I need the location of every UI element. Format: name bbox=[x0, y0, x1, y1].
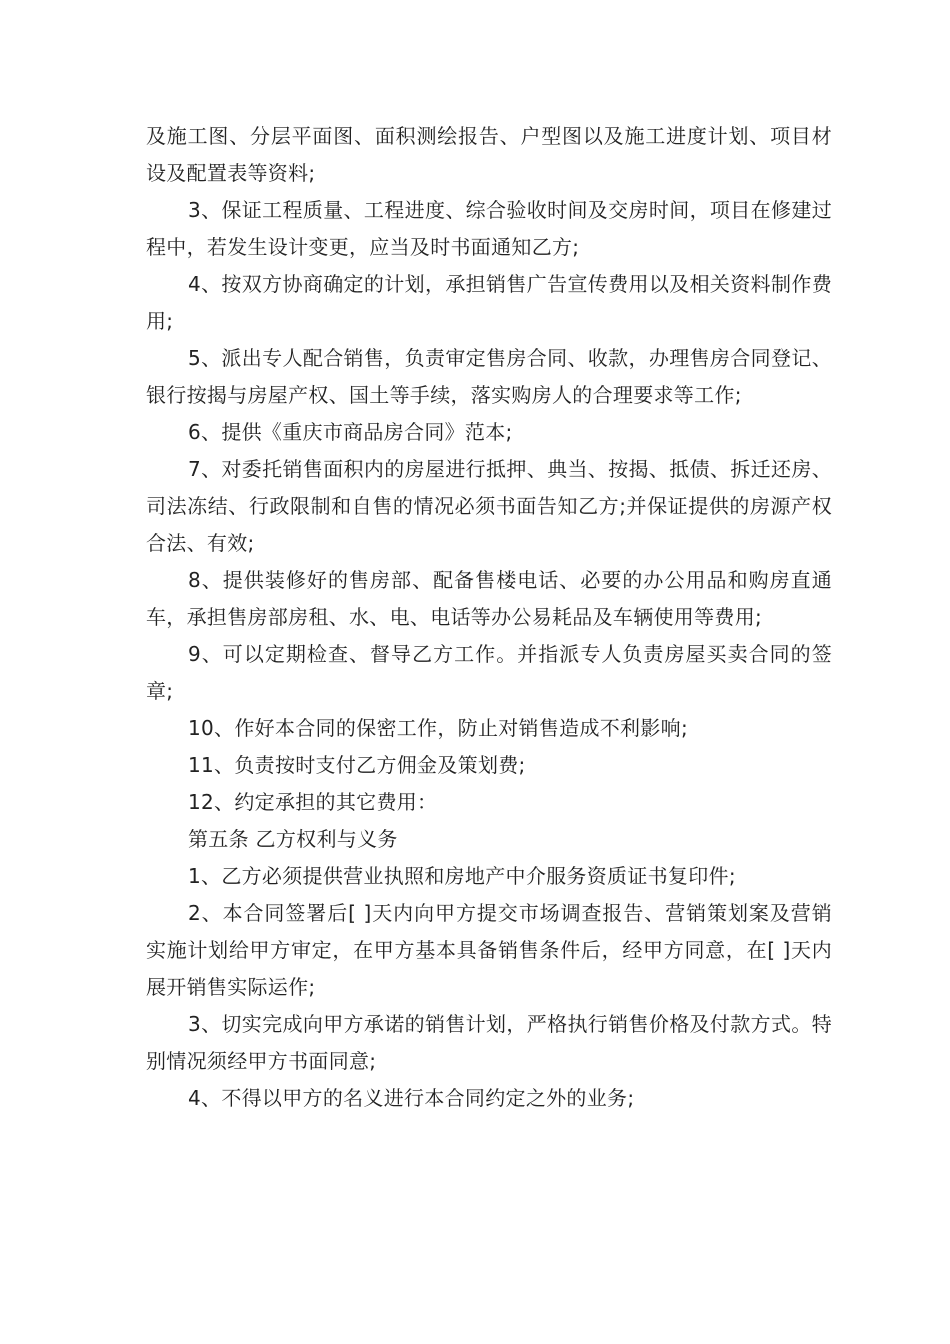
paragraph-b-item-1: 1、乙方必须提供营业执照和房地产中介服务资质证书复印件; bbox=[188, 864, 736, 888]
paragraph-item-8: 8、提供装修好的售房部、配备售楼电话、必要的办公用品和购房直通车，承担售房部房租、水、电、电话等办公易耗品及车辆使用等费用; bbox=[146, 568, 832, 629]
paragraph-item-10: 10、作好本合同的保密工作，防止对销售造成不利影响; bbox=[188, 716, 688, 740]
paragraph-item-9: 9、可以定期检查、督导乙方工作。并指派专人负责房屋买卖合同的签章; bbox=[146, 642, 832, 703]
paragraph-b-item-2: 2、本合同签署后[ ]天内向甲方提交市场调查报告、营销策划案及营销实施计划给甲方审定，在甲方基本具备销售条件后，经甲方同意，在[ ]天内展开销售实际运作; bbox=[146, 901, 832, 999]
paragraph-item-4: 4、按双方协商确定的计划，承担销售广告宣传费用以及相关资料制作费用; bbox=[146, 272, 832, 333]
paragraph-item-7: 7、对委托销售面积内的房屋进行抵押、典当、按揭、抵债、拆迁还房、司法冻结、行政限制和自售的情况必须书面告知乙方;并保证提供的房源产权合法、有效; bbox=[146, 457, 832, 555]
paragraph-item-6: 6、提供《重庆市商品房合同》范本; bbox=[188, 420, 513, 444]
paragraph-b-item-4: 4、不得以甲方的名义进行本合同约定之外的业务; bbox=[188, 1086, 635, 1110]
paragraph-b-item-3: 3、切实完成向甲方承诺的销售计划，严格执行销售价格及付款方式。特别情况须经甲方书面同意; bbox=[146, 1012, 832, 1073]
paragraph-item-5: 5、派出专人配合销售，负责审定售房合同、收款，办理售房合同登记、银行按揭与房屋产权、国土等手续，落实购房人的合理要求等工作; bbox=[146, 346, 832, 407]
paragraph-item-3: 3、保证工程质量、工程进度、综合验收时间及交房时间，项目在修建过程中，若发生设计变更，应当及时书面通知乙方; bbox=[146, 198, 832, 259]
paragraph-continuation: 及施工图、分层平面图、面积测绘报告、户型图以及施工进度计划、项目材设及配置表等资料; bbox=[146, 124, 832, 185]
paragraph-item-11: 11、负责按时支付乙方佣金及策划费; bbox=[188, 753, 526, 777]
paragraph-item-12: 12、约定承担的其它费用： bbox=[188, 790, 438, 814]
document-body bbox=[146, 118, 832, 1117]
article-heading: 第五条 乙方权利与义务 bbox=[188, 827, 398, 851]
